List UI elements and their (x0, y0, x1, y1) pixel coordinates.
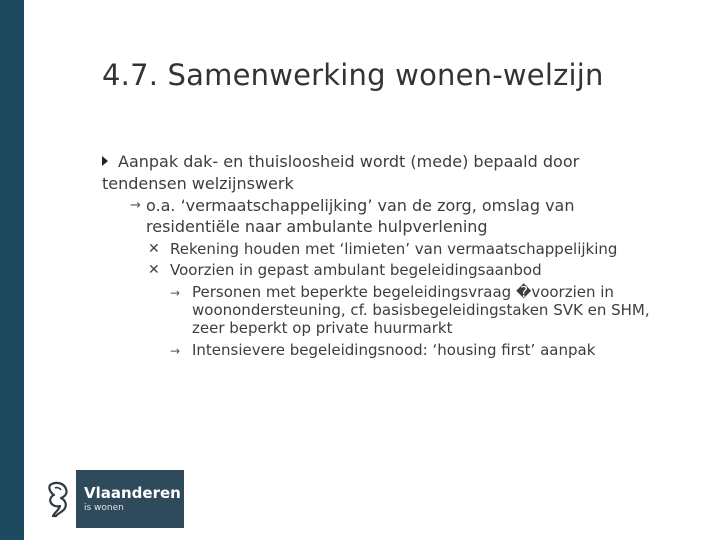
bullet-text: Intensievere begeleidingsnood: ‘housing first’ aanpak (192, 341, 596, 359)
left-accent-bar (0, 0, 24, 540)
bullet-text: Rekening houden met ‘limieten’ van vermaatschappelijking (170, 240, 618, 258)
arrow-right-icon: → (170, 286, 181, 300)
vlaanderen-logo (38, 470, 184, 528)
logo-name: Vlaanderen (84, 484, 181, 502)
logo-subtitle: is wonen (84, 503, 124, 513)
bullet-text: o.a. ‘vermaatschappelijking’ van de zorg, omslag van residentiële naar ambulante hulpverlening (146, 196, 575, 236)
slide-title: 4.7. Samenwerking wonen-welzijn (102, 58, 604, 92)
arrow-right-icon: → (170, 344, 181, 358)
cross-icon: ✕ (148, 262, 160, 278)
bullet-level2 (130, 195, 662, 237)
bullet-level1 (102, 151, 662, 195)
bullet-level4 (170, 341, 662, 360)
bullet-text: Aanpak dak- en thuisloosheid wordt (mede) bepaald door tendensen welzijnswerk (102, 152, 580, 193)
bullet-level4 (170, 283, 662, 337)
bullet-text: Personen met beperkte begeleidingsvraag �voorzien in woonondersteuning, cf. basisbegeleidingstaken SVK en SHM, zeer beperkt op private huurmarkt (192, 283, 650, 337)
slide-content (102, 151, 662, 360)
bullet-level3 (148, 260, 662, 281)
arrow-right-icon: → (130, 198, 141, 213)
logo-text-block (76, 470, 184, 528)
bullet-text: Voorzien in gepast ambulant begeleidingsaanbod (170, 261, 542, 279)
bullet-level3 (148, 239, 662, 260)
cross-icon: ✕ (148, 241, 160, 257)
triangle-right-icon (102, 156, 108, 166)
flemish-lion-icon (38, 470, 76, 528)
